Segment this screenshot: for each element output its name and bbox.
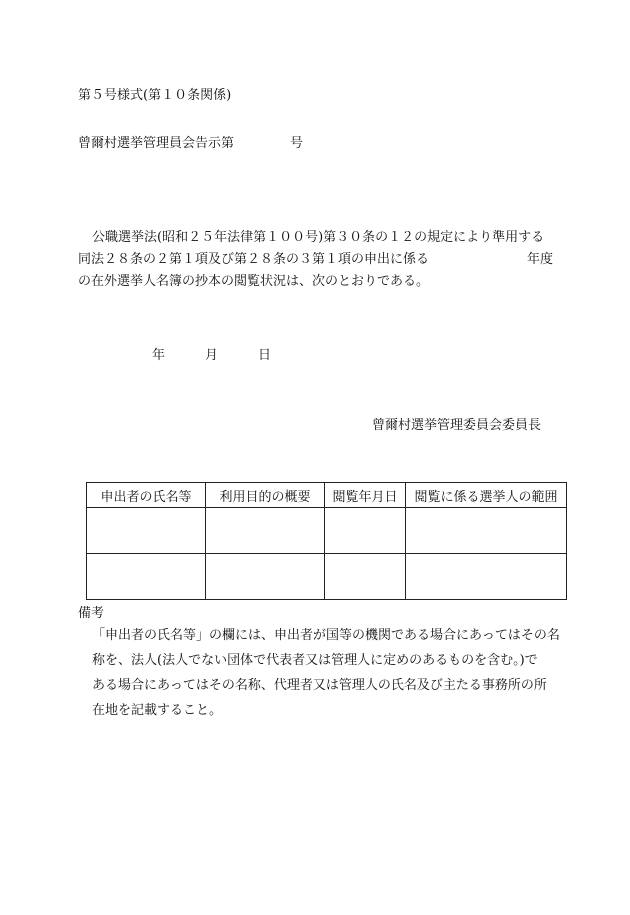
table-row <box>87 508 567 554</box>
remarks-line-4: 在地を記載すること。 <box>92 703 223 718</box>
notice-prefix: 曾爾村選挙管理員会告示第 <box>78 136 235 151</box>
date-year: 年 <box>152 348 166 363</box>
body-line-3: の在外選挙人名簿の抄本の閲覧状況は、次のとおりである。 <box>78 274 430 289</box>
table-cell <box>87 508 206 554</box>
remarks-title: 備考 <box>78 606 105 621</box>
remarks-line-1: 「申出者の氏名等」の欄には、申出者が国等の機関である場合にあってはその名 <box>92 628 560 643</box>
table-cell <box>206 508 325 554</box>
remarks-line-3: ある場合にあってはその名称、代理者又は管理人の氏名及び主たる事務所の所 <box>92 678 547 693</box>
table-header-row <box>87 483 567 508</box>
header-inspection-date: 閲覧年月日 <box>325 483 406 508</box>
remarks-line-2: 称を、法人(法人でない団体で代表者又は管理人に定めのあるものを含む。)で <box>92 653 538 668</box>
notice-number-line <box>78 136 303 152</box>
header-applicant-name: 申出者の氏名等 <box>87 483 206 508</box>
header-purpose-summary: 利用目的の概要 <box>206 483 325 508</box>
date-line <box>152 348 271 364</box>
table-row <box>87 554 567 600</box>
body-line-2 <box>78 252 553 268</box>
table-cell <box>206 554 325 600</box>
table-cell <box>406 508 567 554</box>
body-line-1: 公職選挙法(昭和２５年法律第１００号)第３０条の１２の規定により準用する <box>92 230 545 245</box>
body-line-2-text: 同法２８条の２第１項及び第２８条の３第１項の申出に係る <box>78 252 430 267</box>
table-cell <box>406 554 567 600</box>
header-voter-range: 閲覧に係る選挙人の範囲 <box>406 483 567 508</box>
chairman-signature: 曾爾村選挙管理委員会委員長 <box>372 418 542 433</box>
fiscal-year-label: 年度 <box>527 252 554 267</box>
date-month: 月 <box>205 348 219 363</box>
inspection-records-table <box>86 482 567 600</box>
table-cell <box>325 554 406 600</box>
table-cell <box>325 508 406 554</box>
form-number: 第５号様式(第１０条関係) <box>78 88 232 103</box>
date-day: 日 <box>258 348 272 363</box>
table-cell <box>87 554 206 600</box>
notice-suffix: 号 <box>290 136 304 151</box>
